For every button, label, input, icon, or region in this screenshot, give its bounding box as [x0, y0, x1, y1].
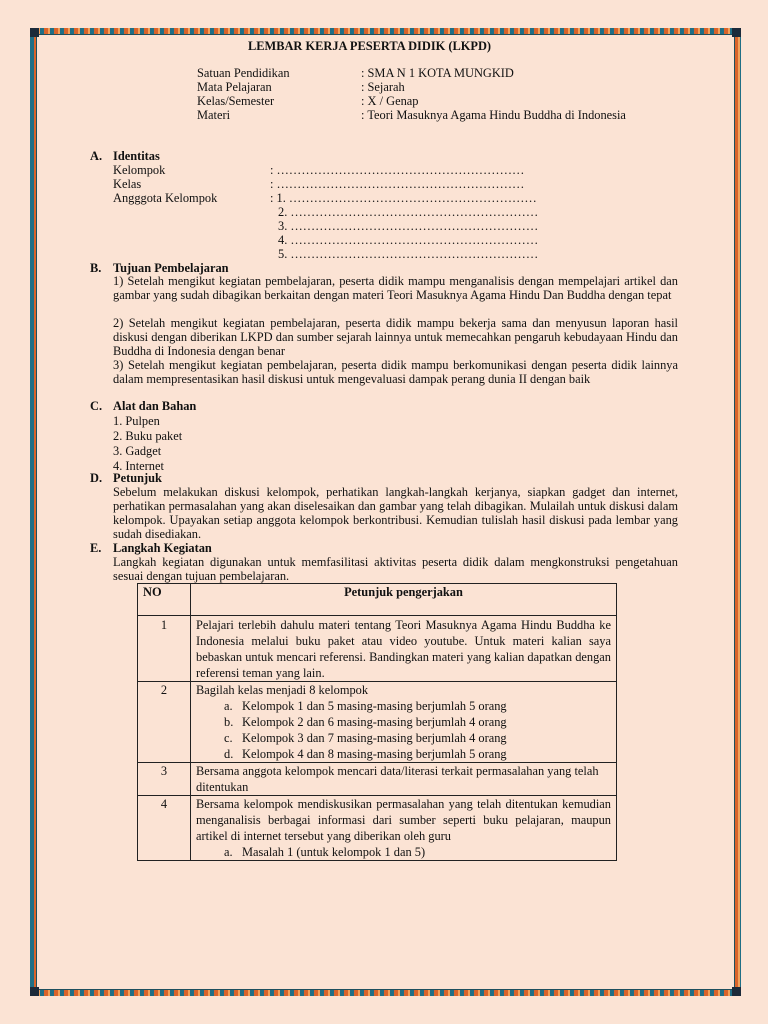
list-text: Masalah 1 (untuk kelompok 1 dan 5): [242, 845, 426, 859]
row-instruction: Bersama anggota kelompok mencari data/literasi terkait permasalahan yang telah ditentukan: [191, 763, 617, 796]
row-number: 2: [138, 682, 191, 763]
row-instruction: Bagilah kelas menjadi 8 kelompok: [196, 683, 369, 697]
info-label: Kelas/Semester: [197, 94, 275, 108]
objective-item: 3) Setelah mengikut kegiatan pembelajaran, peserta didik mampu berkomunikasi dengan peserta didik lainnya dalam mempresentasikan hasil diskusi untuk mengevaluasi dampak perang dunia II dengan baik: [113, 358, 678, 386]
field-label: Kelompok: [113, 163, 166, 177]
column-header-instructions: Petunjuk pengerjakan: [191, 584, 617, 616]
section-letter: E.: [90, 541, 102, 555]
section-heading: Identitas: [113, 149, 160, 163]
field-blank: : 1. ……………………………………………………: [270, 191, 537, 205]
info-value: : SMA N 1 KOTA MUNGKID: [361, 66, 514, 80]
section-heading: Langkah Kegiatan: [113, 541, 212, 555]
group-list: [196, 698, 611, 762]
table-header-row: [138, 584, 617, 616]
table-row: [138, 763, 617, 796]
info-label: Satuan Pendidikan: [197, 66, 290, 80]
field-label: Angggota Kelompok: [113, 191, 218, 205]
row-instruction-cell: [191, 796, 617, 861]
field-blank: : ……………………………………………………: [270, 163, 525, 177]
section-heading: Petunjuk: [113, 471, 162, 485]
list-marker: c.: [224, 731, 233, 745]
info-value: : Teori Masuknya Agama Hindu Buddha di Indonesia: [361, 108, 626, 122]
section-letter: D.: [90, 471, 103, 485]
problem-list: [196, 844, 611, 860]
table-row: [138, 682, 617, 763]
list-text: Kelompok 1 dan 5 masing-masing berjumlah 5 orang: [242, 699, 507, 713]
list-item: [224, 698, 611, 714]
list-text: Kelompok 2 dan 6 masing-masing berjumlah 4 orang: [242, 715, 507, 729]
list-item: 2. Buku paket: [113, 429, 183, 443]
info-label: Mata Pelajaran: [197, 80, 272, 94]
list-item: [224, 844, 611, 860]
section-heading: Alat dan Bahan: [113, 399, 197, 413]
row-number: 1: [138, 616, 191, 682]
section-letter: C.: [90, 399, 103, 413]
field-blank: 5. ……………………………………………………: [278, 247, 539, 261]
list-text: Kelompok 3 dan 7 masing-masing berjumlah 4 orang: [242, 731, 507, 745]
objective-item: 2) Setelah mengikut kegiatan pembelajaran, peserta didik mampu bekerja sama dan menyusun laporan hasil diskusi dengan diberikan LKPD dan sumber sejarah lainnya untuk memecahkan pengaruh kebudayaan Hindu dan Buddha di Indonesia dengan benar: [113, 316, 678, 358]
list-text: Kelompok 4 dan 8 masing-masing berjumlah 5 orang: [242, 747, 507, 761]
objective-item: 1) Setelah mengikut kegiatan pembelajaran, peserta didik mampu menganalisis dengan mempelajari artikel dan gambar yang sudah dibagikan berkaitan dengan materi Teori Masuknya Agama Hindu Dan Buddha dengan tepat: [113, 274, 678, 302]
activity-intro: Langkah kegiatan digunakan untuk memfasilitasi aktivitas peserta didik dalam mengkonstruksi pengetahuan sesuai dengan tujuan pembelajaran.: [113, 555, 678, 583]
row-instruction: Pelajari terlebih dahulu materi tentang Teori Masuknya Agama Hindu Buddha ke Indonesia melalui buku paket atau video youtube. Untuk materi kalian saya bebaskan untuk mencari referensi. Bandingkan materi yang kalian dapatkan dengan referensi teman yang lain.: [191, 616, 617, 682]
list-marker: b.: [224, 715, 234, 729]
list-item: [224, 746, 611, 762]
section-heading: Tujuan Pembelajaran: [113, 261, 229, 275]
list-item: 1. Pulpen: [113, 414, 160, 428]
row-number: 3: [138, 763, 191, 796]
steps-table: [137, 583, 617, 861]
row-instruction: Bersama kelompok mendiskusikan permasalahan yang telah ditentukan kemudian menganalisis berbagai informasi dari sumber seperti buku pelajaran, maupun artikel di internet tersebut yang diberikan oleh guru: [196, 797, 611, 843]
field-blank: 3. ……………………………………………………: [278, 219, 539, 233]
document-title: LEMBAR KERJA PESERTA DIDIK (LKPD): [248, 39, 492, 53]
info-label: Materi: [197, 108, 231, 122]
row-instruction-cell: [191, 682, 617, 763]
info-value: : X / Genap: [361, 94, 419, 108]
list-item: 4. Internet: [113, 459, 164, 473]
list-marker: a.: [224, 845, 233, 859]
info-value: : Sejarah: [361, 80, 405, 94]
row-number: 4: [138, 796, 191, 861]
list-marker: d.: [224, 747, 234, 761]
list-marker: a.: [224, 699, 233, 713]
field-blank: 2. ……………………………………………………: [278, 205, 539, 219]
list-item: [224, 730, 611, 746]
section-letter: A.: [90, 149, 103, 163]
field-label: Kelas: [113, 177, 142, 191]
instructions-text: Sebelum melakukan diskusi kelompok, perhatikan langkah-langkah kerjanya, siapkan gadget dan internet, perhatikan permasalahan yang akan diselesaikan dan gambar yang telah dibagikan. Mulailah untuk diskusi dalam kelompok. Upayakan setiap anggota kelompok berkontribusi. Kemudian tulislah hasil diskusi pada lembar yang sudah disediakan.: [113, 485, 678, 541]
list-item: 3. Gadget: [113, 444, 162, 458]
column-header-no: NO: [138, 584, 191, 616]
section-letter: B.: [90, 261, 102, 275]
list-item: [224, 714, 611, 730]
table-row: [138, 616, 617, 682]
field-blank: 4. ……………………………………………………: [278, 233, 539, 247]
field-blank: : ……………………………………………………: [270, 177, 525, 191]
table-row: [138, 796, 617, 861]
